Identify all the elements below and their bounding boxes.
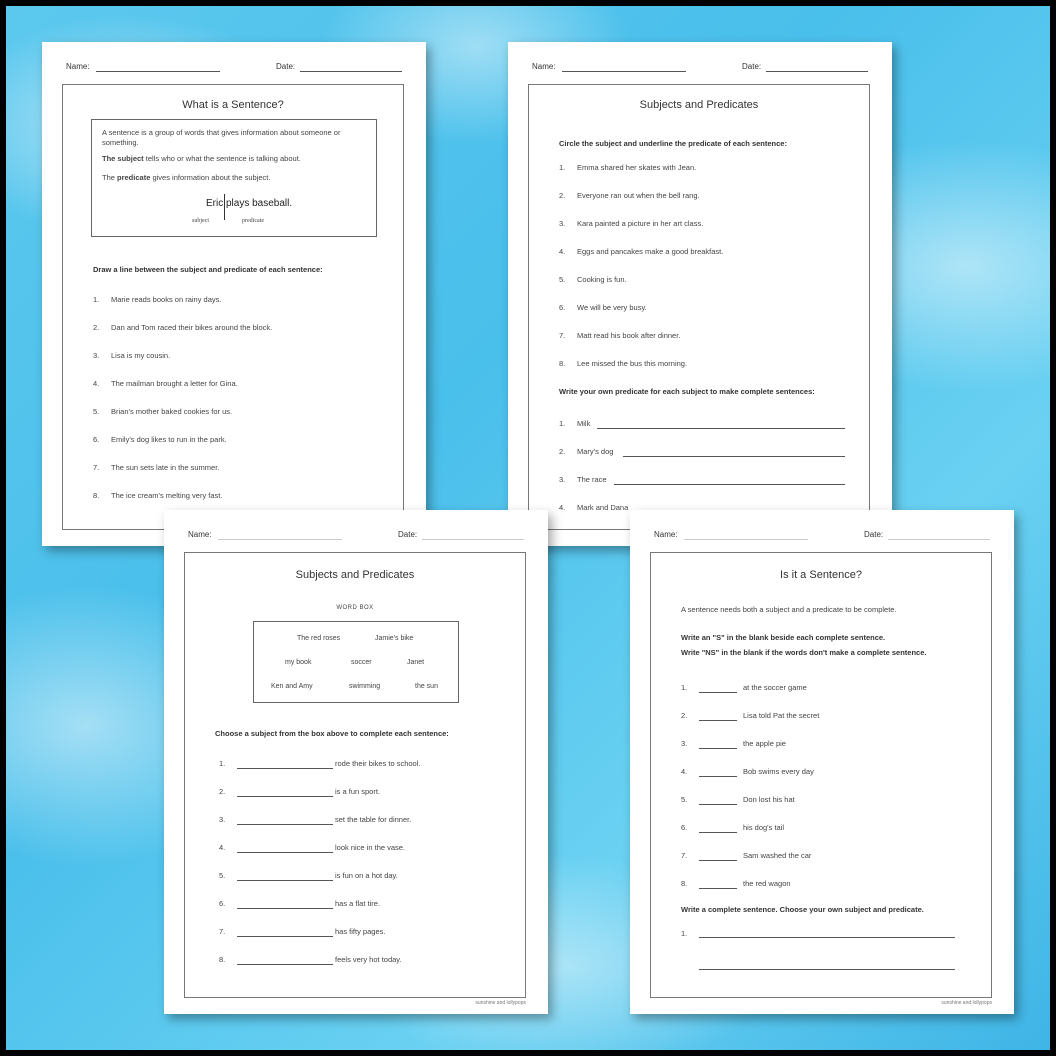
worksheet-subjects-predicates-wordbox: [164, 510, 548, 1014]
worksheet-what-is-a-sentence: [42, 42, 426, 546]
worksheet-border: [62, 84, 404, 530]
item-number: 4.: [559, 503, 566, 512]
name-label: Name:: [532, 62, 556, 71]
worksheet-is-it-a-sentence: [630, 510, 1014, 1014]
sentence-text: Dan and Tom raced their bikes around the block.: [111, 323, 273, 332]
item-number: 8.: [681, 879, 688, 888]
subject-text: Mark and Dana: [577, 503, 629, 512]
answer-blank[interactable]: [237, 824, 333, 825]
item-number: 7.: [219, 927, 226, 936]
sentence-text: the red wagon: [743, 879, 791, 888]
sentence-text: Eggs and pancakes make a good breakfast.: [577, 247, 724, 256]
page-title: Is it a Sentence?: [780, 569, 862, 581]
word-box-word: the sun: [415, 683, 438, 690]
sentence-text: his dog's tail: [743, 823, 785, 832]
sentence-text: Lisa is my cousin.: [111, 351, 171, 360]
worksheet-header: [184, 530, 528, 542]
sentence-text: Lisa told Pat the secret: [743, 711, 820, 720]
page-title: Subjects and Predicates: [639, 99, 759, 111]
sentence-text: The sun sets late in the summer.: [111, 463, 220, 472]
subject-tag: subject: [192, 218, 209, 224]
word-box-word: Jamie's bike: [375, 635, 414, 642]
answer-blank[interactable]: [699, 776, 737, 777]
example-predicate: plays baseball.: [226, 198, 293, 209]
name-field[interactable]: [96, 71, 220, 72]
answer-blank[interactable]: [699, 832, 737, 833]
item-number: 7.: [559, 331, 566, 340]
predicate-tag: predicate: [242, 218, 264, 224]
instruction: Choose a subject from the box above to complete each sentence:: [215, 729, 449, 738]
answer-blank[interactable]: [237, 880, 333, 881]
sentence-text: Emily's dog likes to run in the park.: [111, 435, 227, 444]
item-number: 1.: [681, 683, 688, 692]
instruction-ns: Write "NS" in the blank if the words don't make a complete sentence.: [681, 648, 927, 657]
item-number: 4.: [559, 247, 566, 256]
word-box-label: WORD BOX: [336, 605, 374, 611]
definition-box: [91, 119, 377, 237]
date-field[interactable]: [766, 71, 868, 72]
name-label: Name:: [188, 530, 212, 539]
name-label: Name:: [654, 530, 678, 539]
item-number: 4.: [219, 843, 226, 852]
sentence-text: Marie reads books on rainy days.: [111, 295, 222, 304]
word-box-word: Janet: [407, 659, 425, 666]
example-divider: [224, 194, 225, 220]
date-label: Date:: [398, 530, 418, 539]
item-number: 3.: [559, 475, 566, 484]
page-title: What is a Sentence?: [182, 99, 284, 111]
sentence-text: at the soccer game: [743, 683, 807, 692]
item-number: 2.: [93, 323, 100, 332]
sentence-text: Don lost his hat: [743, 795, 795, 804]
sentence-text: the apple pie: [743, 739, 786, 748]
answer-blank[interactable]: [699, 692, 737, 693]
item-number: 3.: [681, 739, 688, 748]
word-box-word: swimming: [349, 683, 381, 690]
item-number: 7.: [93, 463, 100, 472]
item-number: 4.: [681, 767, 688, 776]
sentence-text: Lee missed the bus this morning.: [577, 359, 688, 368]
answer-blank[interactable]: [237, 852, 333, 853]
worksheet-border: [650, 552, 992, 998]
sentence-text: Cooking is fun.: [577, 275, 627, 284]
item-number: 1.: [219, 759, 226, 768]
answer-blank[interactable]: [699, 720, 737, 721]
name-label: Name:: [66, 62, 90, 71]
answer-blank[interactable]: [237, 964, 333, 965]
worksheet-border: [528, 84, 870, 530]
answer-blank[interactable]: [237, 768, 333, 769]
date-label: Date:: [276, 62, 296, 71]
answer-line-1[interactable]: [699, 937, 955, 938]
item-number: 2.: [559, 191, 566, 200]
answer-blank[interactable]: [699, 888, 737, 889]
sentence-text: The ice cream's melting very fast.: [111, 491, 223, 500]
item-number: 3.: [93, 351, 100, 360]
worksheet-subjects-predicates-circle: [508, 42, 892, 546]
item-number: 1.: [559, 419, 566, 428]
subject-text: The race: [577, 475, 607, 484]
footer-credit: sunshine and lollypops: [941, 1000, 992, 1006]
word-box-word: Ken and Amy: [271, 683, 313, 690]
predicate-definition: [102, 173, 270, 182]
date-field[interactable]: [300, 71, 402, 72]
item-number: 6.: [681, 823, 688, 832]
date-field[interactable]: [422, 539, 524, 540]
answer-blank[interactable]: [699, 804, 737, 805]
sentence-text: Kara painted a picture in her art class.: [577, 219, 704, 228]
item-number: 5.: [681, 795, 688, 804]
predicate-prefix: The: [102, 173, 118, 182]
predicate-explanation: gives information about the subject.: [150, 173, 271, 182]
name-field[interactable]: [218, 539, 342, 540]
sentence-text: Everyone ran out when the bell rang.: [577, 191, 700, 200]
item-number: 8.: [219, 955, 226, 964]
predicate-answer-line[interactable]: [597, 428, 845, 429]
footer-credit: sunshine and lollypops: [475, 1000, 526, 1006]
sentence-text: is a fun sport.: [335, 787, 381, 796]
intro-text: A sentence needs both a subject and a predicate to be complete.: [681, 605, 897, 614]
item-number: 8.: [559, 359, 566, 368]
example-subject: Eric: [206, 198, 224, 209]
sentence-text: Sam washed the car: [743, 851, 812, 860]
date-label: Date:: [864, 530, 884, 539]
predicate-answer-line[interactable]: [623, 456, 845, 457]
worksheet-header: [62, 62, 406, 74]
instruction-write-predicate: Write your own predicate for each subject to make complete sentences:: [559, 387, 815, 396]
item-number: 6.: [219, 899, 226, 908]
instruction-circle: Circle the subject and underline the predicate of each sentence:: [559, 139, 787, 148]
instruction-write-sentence: Write a complete sentence. Choose your own subject and predicate.: [681, 905, 924, 914]
answer-blank[interactable]: [237, 936, 333, 937]
sentence-text: rode their bikes to school.: [335, 759, 421, 768]
sentence-text: The mailman brought a letter for Gina.: [111, 379, 238, 388]
answer-blank[interactable]: [237, 908, 333, 909]
answer-blank[interactable]: [699, 860, 737, 861]
answer-blank[interactable]: [237, 796, 333, 797]
item-number: 2.: [559, 447, 566, 456]
worksheet-header: [528, 62, 872, 74]
sentence-text: Brian's mother baked cookies for us.: [111, 407, 233, 416]
sentence-text: We will be very busy.: [577, 303, 647, 312]
worksheet-header: [650, 530, 994, 542]
item-number: 2.: [219, 787, 226, 796]
item-number: 7.: [681, 851, 688, 860]
answer-blank[interactable]: [699, 748, 737, 749]
item-number: 5.: [219, 871, 226, 880]
subject-term: The subject: [102, 154, 144, 163]
item-number: 8.: [93, 491, 100, 500]
predicate-answer-line[interactable]: [614, 484, 845, 485]
date-field[interactable]: [888, 539, 990, 540]
item-number: 3.: [559, 219, 566, 228]
sentence-text: Matt read his book after dinner.: [577, 331, 681, 340]
sentence-text: is fun on a hot day.: [335, 871, 398, 880]
date-label: Date:: [742, 62, 762, 71]
item-number: 2.: [681, 711, 688, 720]
instruction: Draw a line between the subject and predicate of each sentence:: [93, 265, 323, 274]
sentence-text: has a flat tire.: [335, 899, 381, 908]
instruction-s: Write an "S" in the blank beside each complete sentence.: [681, 633, 886, 642]
name-field[interactable]: [684, 539, 808, 540]
subject-text: Milk: [577, 419, 591, 428]
item-number: 5.: [93, 407, 100, 416]
worksheet-border: [184, 552, 526, 998]
word-box-word: The red roses: [297, 635, 341, 642]
sentence-text: look nice in the vase.: [335, 843, 406, 852]
definition-text: A sentence is a group of words that gives information about someone or something.: [102, 128, 341, 147]
sentence-text: feels very hot today.: [335, 955, 402, 964]
blue-sky-background: [6, 6, 1050, 1050]
subject-text: Mary's dog: [577, 447, 614, 456]
predicate-term: predicate: [117, 173, 151, 182]
item-number: 1.: [681, 929, 688, 938]
sentence-text: set the table for dinner.: [335, 815, 412, 824]
sentence-text: Emma shared her skates with Jean.: [577, 163, 697, 172]
subject-explanation: tells who or what the sentence is talking about.: [143, 154, 301, 163]
page-title: Subjects and Predicates: [295, 569, 415, 581]
item-number: 6.: [93, 435, 100, 444]
word-box-word: my book: [285, 659, 312, 666]
subject-definition: [102, 154, 301, 163]
sentence-text: has fifty pages.: [335, 927, 386, 936]
item-number: 6.: [559, 303, 566, 312]
item-number: 1.: [559, 163, 566, 172]
item-number: 1.: [93, 295, 100, 304]
answer-line-2[interactable]: [699, 969, 955, 970]
item-number: 3.: [219, 815, 226, 824]
name-field[interactable]: [562, 71, 686, 72]
item-number: 5.: [559, 275, 566, 284]
sentence-text: Bob swims every day: [743, 767, 814, 776]
word-box-word: soccer: [351, 659, 372, 666]
item-number: 4.: [93, 379, 100, 388]
